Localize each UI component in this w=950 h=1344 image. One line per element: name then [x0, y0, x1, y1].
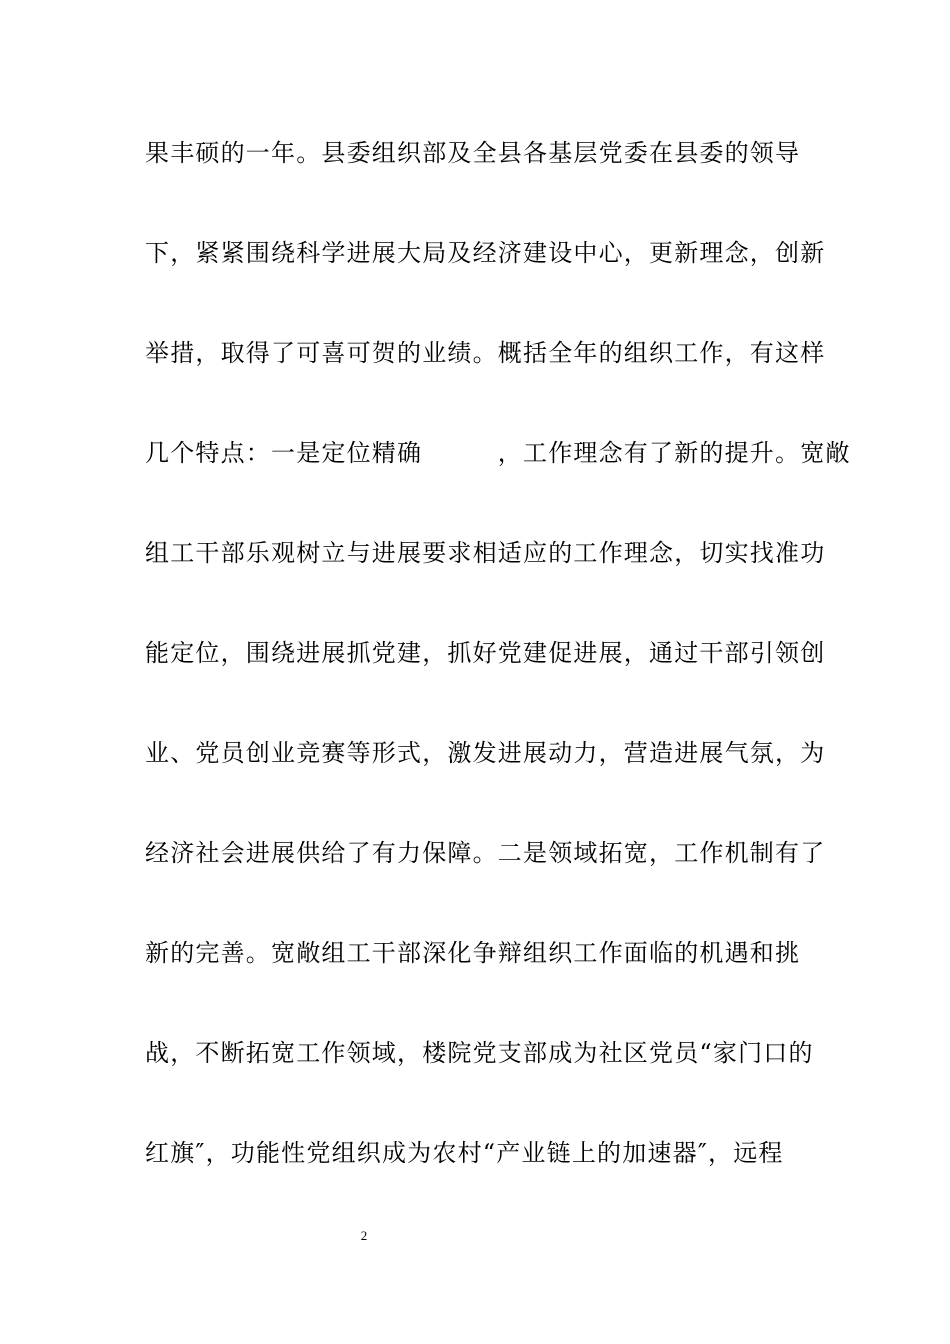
text-line: 红旗″，功能性党组织成为农村“产业链上的加速器″，远程	[145, 1139, 784, 1167]
text-line: 举措，取得了可喜可贺的业绩。概括全年的组织工作，有这样	[145, 339, 826, 367]
text-line: 经济社会进展供给了有力保障。二是领域拓宽，工作机制有了	[145, 839, 826, 867]
text-line: 下，紧紧围绕科学进展大局及经济建设中心，更新理念，创新	[145, 239, 826, 267]
text-line: 几个特点：一是定位精确 ，工作理念有了新的提升。宽敞	[145, 439, 851, 467]
page-number: 2	[360, 1228, 368, 1243]
text-line: 能定位，围绕进展抓党建，抓好党建促进展，通过干部引领创	[145, 639, 826, 667]
text-line: 业、党员创业竞赛等形式，激发进展动力，营造进展气氛，为	[145, 739, 826, 767]
text-line: 新的完善。宽敞组工干部深化争辩组织工作面临的机遇和挑	[145, 939, 801, 967]
body-text	[145, 128, 851, 1228]
text-line: 战，不断拓宽工作领域，楼院党支部成为社区党员“家门口的	[145, 1039, 814, 1067]
text-line: 组工干部乐观树立与进展要求相适应的工作理念，切实找准功	[145, 539, 826, 567]
text-line: 果丰硕的一年。县委组织部及全县各基层党委在县委的领导	[145, 139, 801, 167]
